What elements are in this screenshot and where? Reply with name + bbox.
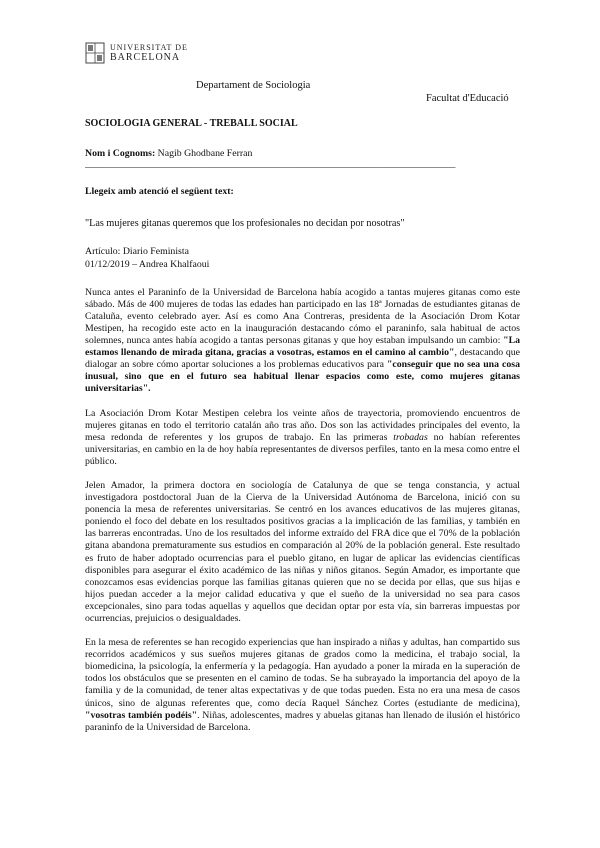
- student-name-value: Nagib Ghodbane Ferran: [157, 148, 253, 160]
- paragraph-2-italic: trobadas: [393, 431, 428, 443]
- document-title: SOCIOLOGIA GENERAL - TREBALL SOCIAL: [85, 118, 298, 129]
- article-meta: [85, 246, 520, 270]
- paragraph-1-bold-quote-2: "conseguir que no sea una cosa inusual, sino que en el futuro sea habitual llenar espacios como este, como mujeres gitanas universitarias".: [85, 359, 520, 395]
- university-crest-icon: [85, 42, 105, 64]
- student-name-label: Nom i Cognoms:: [85, 148, 156, 160]
- paragraph-4: [85, 637, 520, 734]
- student-name-row: [85, 148, 520, 160]
- university-logo: [85, 42, 188, 64]
- article-date-author: 01/12/2019 – Andrea Khalfaoui: [85, 258, 210, 270]
- article-source: Artículo: Diario Feminista: [85, 246, 189, 258]
- paragraph-3: Jelen Amador, la primera doctora en sociología de Catalunya de que se tenga constancia, y actual investigadora postdoctoral Juan de la Cierva de la Universidad Autónoma de Barcelona, inició con su ponencia la mesa de referentes universitarias. Se centró en los avances educativos de las mujeres gitanas, poniendo el foco del debate en los resultados positivos gracias a la implicación de las familias, y también en las barreras encontradas. Uno de los resultados del informe extraído del FRA dice que el 70% de la población gitana abandona prematuramente sus estudios en comparación al 20% de la población general. Este resultado es fruto de haber adoptado ocurrencias para el pueblo gitano, en lugar de aplicar las evidencias científicas disponibles para asegurar el éxito académico de las niñas y niños gitanos. Según Amador, es importante que conozcamos esas evidencias porque las familias gitanas quieren que no se decida por ellas, que sus hijas e hijos puedan acceder a la mejor calidad educativa y que el sueño de la universidad no sea para casos excepcionales, sino para todas aquellas y aquellos que decidan optar por esta vía, sin barreras impuestas por ocurrencias, prejuicios o desigualdades.: [85, 479, 520, 624]
- paragraph-1-bold-quote-1: "La estamos llenando de mirada gitana, gracias a vosotras, estamos en el camino al cambio": [85, 335, 520, 359]
- paragraph-2: [85, 408, 520, 468]
- department-name: Departament de Sociologia: [196, 80, 311, 91]
- paragraph-4-text-a: En la mesa de referentes se han recogido experiencias que han inspirado a niñas y adultas, han compartido sus recorridos académicos y sus sueños mujeres gitanas de grados como la medicina, el trabajo social, la biomedicina, la psicología, la enfermería y la pedagogía. Han ayudado a poner la mirada en la superación de todos los obstáculos que se presenten en el camino de todas. Se ha subrayado la importancia del apoyo de la familia y de la comunidad, de tener altas expectativas y de que todas pueden. Esta no era una mesa de casos únicos, sino de algunas referentes que, como decía Raquel Sánchez Cortes (estudiante de medicina),: [85, 637, 520, 709]
- underline-rule: ——————————————————————————————————————————: [85, 162, 455, 174]
- paragraph-1-text-c: , destacando que dialogar an sobre cómo aportar soluciones a los problemas educativos para: [85, 347, 520, 371]
- faculty-name: Facultat d'Educació: [426, 93, 509, 104]
- article-quote-title: "Las mujeres gitanas queremos que los profesionales no decidan por nosotras": [85, 218, 405, 230]
- paragraph-1: [85, 287, 520, 396]
- paragraph-4-bold-quote: "vosotras también podéis": [85, 709, 198, 721]
- instruction-text: Llegeix amb atenció el següent text:: [85, 186, 234, 198]
- logo-line-1: UNIVERSITAT DE: [110, 43, 188, 52]
- paragraph-2-text-a: La Asociación Drom Kotar Mestipen celebra los veinte años de trayectoria, promoviendo encuentros de mujeres gitanas en todo el territorio catalán año tras año. Dos son las actividades principales del evento, la mesa redonda de referentes y los grupos de trabajo. En las primeras: [85, 407, 520, 443]
- paragraph-1-text-a: Nunca antes el Paraninfo de la Universidad de Barcelona había acogido a tantas mujeres gitanas como este sábado. Más de 400 mujeres de todas las edades han participado en las 18ª Jornadas de estudiantes gitanas de Cataluña, evento celebrado ayer. Así es como Ana Contreras, presidenta de la Asociación Drom Kotar Mestipen, ha recogido este acto en la inauguración destacando cómo el paraninfo, sala habitual de actos solemnes, nunca antes había acogido a tantas personas gitanas y que hoy estaban impulsando un cambio:: [85, 286, 520, 347]
- paragraph-4-text-c: . Niñas, adolescentes, madres y abuelas gitanas han llenado de ilusión el histórico paraninfo de la Universidad de Barcelona.: [85, 709, 520, 733]
- document-body: [85, 118, 520, 746]
- paragraph-2-text-c: no habían referentes universitarias, en cambio en la de hoy había representantes de diversos perfiles, tanto en la mesa como entre el público.: [85, 431, 521, 467]
- logo-line-2: BARCELONA: [110, 52, 181, 63]
